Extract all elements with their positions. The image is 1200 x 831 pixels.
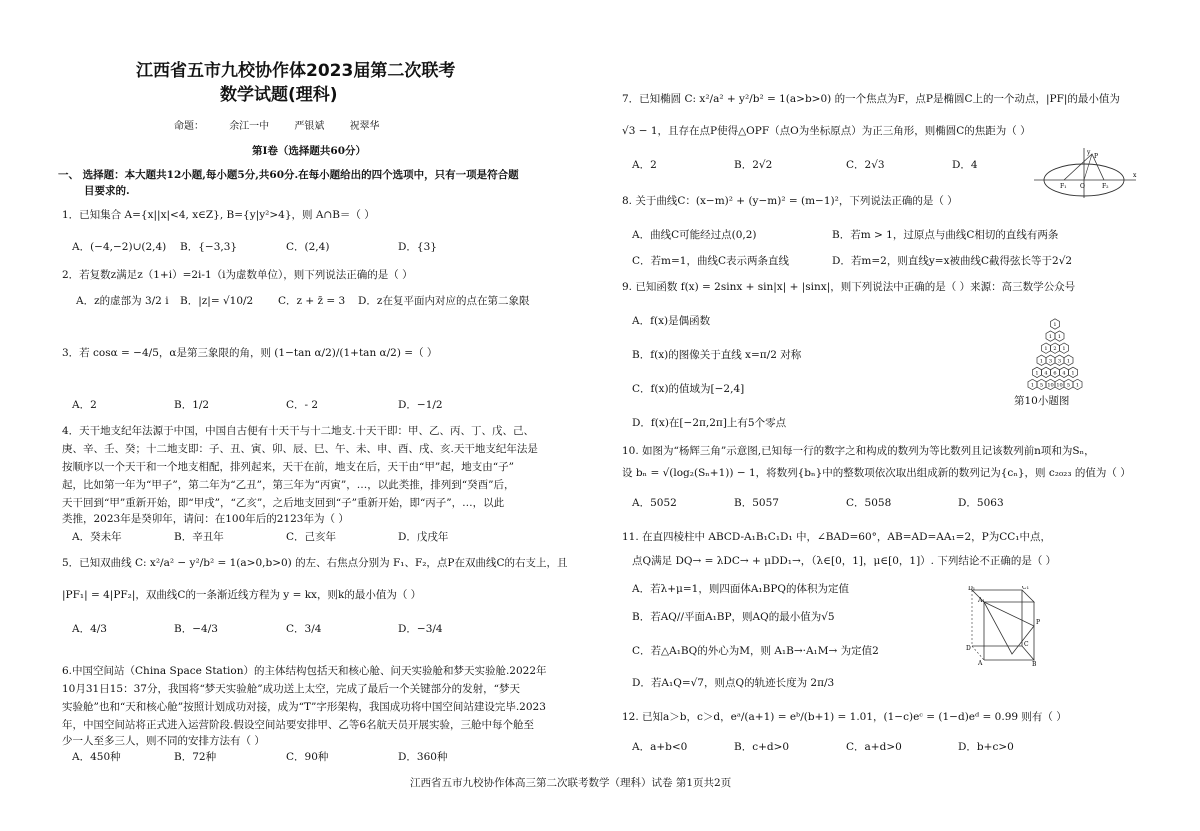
question-12-option-d: D．b+c>0	[958, 741, 1014, 753]
pascal-number: 2	[1053, 346, 1057, 353]
question-6-line-3: 实验舱”也和“天和核心舱”按照计划成功对接，成为“T”字形架构，我国成功将中国空间站建设完毕.2023	[62, 701, 546, 713]
question-4-option-a: A．癸未年	[72, 531, 122, 543]
question-10-option-d: D．5063	[958, 497, 1004, 509]
question-1-option-c: C．(2,4)	[286, 241, 330, 253]
question-11-option-d: D．若A₁Q=√7，则点Q的轨迹长度为 2π/3	[632, 677, 835, 689]
question-6-line-1: 6.中国空间站（China Space Station）的主体结构包括天和核心舱、问天实验舱和梦天实验舱.2022年	[62, 665, 547, 677]
pascal-number: 5	[1039, 382, 1044, 389]
question-4-line-2: 庚、辛、壬、癸；十二地支即：子、丑、寅、卯、辰、巳、午、未、申、酉、戌、亥.天干地支纪年法是	[62, 443, 538, 455]
question-12-option-a: A．a+b<0	[632, 741, 688, 753]
ellipse-label-x: x	[1133, 172, 1137, 179]
question-9-option-a: A．f(x)是偶函数	[632, 315, 711, 327]
author-label: 命题：	[174, 121, 204, 132]
question-5-line-1: 5．已知双曲线 C: x²/a² − y²/b² = 1(a>0,b>0) 的左、右焦点分别为 F₁、F₂，点P在双曲线C的右支上，且	[62, 557, 568, 569]
pascal-number: 1	[1066, 358, 1071, 365]
prism-label-c1: C₁	[1022, 586, 1029, 591]
pascal-number: 10	[1056, 382, 1063, 389]
question-6-line-5: 少一人至多三人，则不同的安排方法有（ ）	[62, 735, 265, 747]
pascal-triangle-figure	[1000, 316, 1110, 392]
question-12-stem: 12. 已知a＞b，c＞d，eᵃ/(a+1) = eᵇ/(b+1) = 1.01，(1−c)eᶜ = (1−d)eᵈ = 0.99 则有（ ）	[622, 711, 1067, 723]
section-instructions-cont: 目要求的.	[84, 185, 130, 197]
pascal-number: 1	[1062, 346, 1066, 353]
question-3-option-c: C．- 2	[286, 399, 319, 411]
question-1-option-d: D．{3}	[398, 241, 437, 253]
question-6-option-c: C．90种	[286, 751, 329, 763]
page-footer: 江西省五市九校协作体高三第二次联考数学（理科）试卷 第1页共2页	[410, 777, 732, 789]
ellipse-label-p: P	[1094, 153, 1099, 160]
part-title: 第Ⅰ卷（选择题共60分）	[252, 145, 367, 157]
ellipse-figure	[1030, 146, 1140, 200]
question-7-option-a: A．2	[632, 159, 657, 171]
exam-title: 江西省五市九校协作体2023届第二次联考	[136, 61, 456, 81]
question-4-line-3: 按顺序以一个天干和一个地支相配，排列起来，天干在前，地支在后，天干由“甲”起，地支由“子”	[62, 461, 514, 473]
question-7-option-c: C．2√3	[846, 159, 885, 171]
question-8-option-c: C．若m=1，曲线C表示两条直线	[632, 255, 790, 267]
ellipse-label-f1: F₁	[1060, 183, 1067, 190]
question-7-option-d: D．4	[952, 159, 978, 171]
question-3-option-b: B．1/2	[174, 399, 210, 411]
question-8-option-a: A．曲线C可能经过点(0,2)	[632, 229, 757, 241]
authors	[174, 120, 402, 134]
author-school: 余江一中	[229, 121, 270, 132]
prism-label-a: A	[978, 660, 983, 666]
question-2-option-c: C．z + z̄ = 3	[278, 295, 346, 307]
question-6-option-d: D．360种	[398, 751, 448, 763]
pascal-number: 10	[1047, 382, 1054, 389]
pascal-number: 1	[1071, 370, 1075, 377]
question-10-line-1: 10. 如图为“杨辉三角”示意图,已知每一行的数字之和构成的数列为等比数列且记该数列前n项和为Sₙ，	[622, 445, 1095, 457]
question-1-option-a: A．(−4,−2)∪(2,4)	[72, 241, 167, 253]
question-4-line-5: 天干回到“甲”重新开始，即“甲戌”，“乙亥”，之后地支回到“子”重新开始，即“丙子”，…，以此	[62, 497, 505, 509]
question-11-line-2: 点Q满足 DQ→ = λDC→ + μDD₁→，（λ∈[0，1]，μ∈[0，1]）. 下列结论不正确的是（ ）	[632, 555, 1057, 567]
question-8-option-b: B．若m > 1，过原点与曲线C相切的直线有两条	[832, 229, 1059, 241]
pascal-number: 1	[1053, 322, 1057, 328]
question-10-option-b: B．5057	[734, 497, 779, 509]
section-instructions: 一、 选择题：本大题共12小题,每小题5分,共60分.在每小题给出的四个选项中，只有一项是符合题	[58, 169, 519, 181]
question-10-option-a: A．5052	[632, 497, 677, 509]
prism-label-b: B	[1032, 661, 1037, 666]
ellipse-label-y: y	[1087, 149, 1091, 156]
prism-label-a1: A₁	[978, 597, 985, 604]
question-4-line-1: 4．天干地支纪年法源于中国，中国自古便有十天干与十二地支.十天干即：甲、乙、丙、丁、戊、己、	[62, 425, 535, 437]
pascal-number: 3	[1048, 358, 1053, 365]
question-2-option-d: D．z在复平面内对应的点在第二象限	[358, 295, 530, 307]
question-8-stem: 8. 关于曲线C：(x−m)² + (y−m)² = (m−1)²，下列说法正确的是（ ）	[622, 195, 958, 207]
question-5-option-a: A．4/3	[72, 623, 107, 635]
question-12-option-c: C．a+d>0	[846, 741, 902, 753]
question-9-option-b: B．f(x)的图像关于直线 x=π/2 对称	[632, 349, 802, 361]
question-11-line-1: 11. 在直四棱柱中 ABCD-A₁B₁C₁D₁ 中，∠BAD=60°，AB=AD=AA₁=2，P为CC₁中点，	[622, 531, 1052, 543]
question-10-option-c: C．5058	[846, 497, 892, 509]
question-2-stem: 2．若复数z满足z（1+i）=2i-1（i为虚数单位），则下列说法正确的是（ ）	[62, 269, 413, 281]
question-11-option-a: A．若λ+μ=1，则四面体A₁BPQ的体积为定值	[632, 583, 850, 595]
pascal-number: 1	[1044, 346, 1048, 353]
question-8-option-d: D．若m=2，则直线y=x被曲线C截得弦长等于2√2	[832, 255, 1073, 267]
question-6-line-2: 10月31日15：37分，我国将“梦天实验舱”成功送上太空，完成了最后一个关键部分的发射，“梦天	[62, 683, 521, 695]
question-7-line-2: √3 − 1，且存在点P使得△OPF（点O为坐标原点）为正三角形，则椭圆C的焦距为（ ）	[622, 125, 1031, 137]
pascal-number: 1	[1035, 370, 1039, 377]
ellipse-label-o: O	[1080, 183, 1085, 190]
question-5-option-d: D．−3/4	[398, 623, 443, 635]
question-4-option-d: D．戊戌年	[398, 531, 449, 543]
question-3-stem: 3．若 cosα = −4/5，α是第三象限的角，则 (1−tan α/2)/(1+tan α/2) =（ ）	[62, 347, 438, 359]
author-2: 祝翠华	[349, 121, 380, 132]
question-10-line-2: 设 bₙ = √(log₂(Sₙ+1)) − 1，将数列{bₙ}中的整数项依次取出组成新的数列记为{cₙ}，则 c₂₀₂₃ 的值为（ ）	[622, 467, 1131, 479]
question-2-option-b: B．|z|= √10/2	[180, 295, 254, 307]
question-7-option-b: B．2√2	[734, 159, 773, 171]
question-1-stem: 1．已知集合 A={x||x|<4, x∈Z}, B={y|y²>4}，则 A∩B＝（ ）	[62, 209, 375, 221]
exam-subtitle: 数学试题(理科)	[220, 85, 338, 105]
pascal-number: 1	[1075, 382, 1080, 389]
question-6-option-a: A．450种	[72, 751, 121, 763]
question-6-line-4: 年，中国空间站将正式进入运营阶段.假设空间站要安排甲、乙等6名航天员开展实验，三舱中每个舱至	[62, 719, 535, 731]
prism-label-d1: D₁	[968, 586, 976, 592]
question-5-option-b: B．−4/3	[174, 623, 218, 635]
question-11-option-c: C．若△A₁BQ的外心为M，则 A₁B→·A₁M→ 为定值2	[632, 645, 879, 657]
author-1: 严银斌	[294, 121, 325, 132]
pascal-number: 3	[1057, 358, 1062, 365]
pascal-number: 1	[1057, 334, 1062, 341]
question-12-option-b: B．c+d>0	[734, 741, 790, 753]
question-9-option-c: C．f(x)的值域为[−2,4]	[632, 383, 745, 395]
pascal-number: 4	[1062, 370, 1066, 377]
prism-bottom-face	[972, 646, 1034, 660]
prism-hidden-bottom	[972, 646, 984, 660]
question-4-line-4: 起，比如第一年为“甲子”，第二年为“乙丑”，第三年为“丙寅”，…，以此类推，排列到“癸酉”后，	[62, 479, 515, 491]
pascal-figure-caption: 第10小题图	[1014, 395, 1070, 407]
pascal-number: 6	[1053, 370, 1057, 377]
question-9-option-d: D．f(x)在[−2π,2π]上有5个零点	[632, 417, 787, 429]
prism-label-c: C	[1024, 641, 1029, 648]
question-4-line-6: 类推，2023年是癸卯年，请问：在100年后的2123年为（ ）	[62, 513, 349, 525]
pascal-number: 4	[1044, 370, 1048, 377]
question-7-line-1: 7．已知椭圆 C: x²/a² + y²/b² = 1(a>b>0) 的一个焦点为F，点P是椭圆C上的一个动点，|PF|的最小值为	[622, 93, 1120, 105]
question-5-option-c: C．3/4	[286, 623, 322, 635]
pascal-number: 1	[1048, 334, 1053, 341]
question-1-option-b: B．{−3,3}	[180, 241, 238, 253]
question-9-stem: 9. 已知函数 f(x) = 2sinx + sin|x| + |sinx|，则下列说法中正确的是（ ）来源：高三数学公众号	[622, 281, 1076, 293]
prism-figure	[952, 586, 1042, 666]
question-4-option-b: B．辛丑年	[174, 531, 224, 543]
question-5-line-2: |PF₁| = 4|PF₂|，双曲线C的一条渐近线方程为 y = kx，则k的最小值为（ ）	[62, 589, 422, 601]
pascal-number: 5	[1066, 382, 1071, 389]
question-3-option-a: A．2	[72, 399, 97, 411]
question-2-option-a: A．z的虚部为 3/2 i	[76, 295, 169, 307]
question-3-option-d: D．−1/2	[398, 399, 443, 411]
prism-label-p: P	[1036, 619, 1041, 626]
pascal-number: 1	[1039, 358, 1044, 365]
question-11-option-b: B．若AQ//平面A₁BP，则AQ的最小值为√5	[632, 611, 835, 623]
prism-label-d: D	[966, 645, 971, 652]
ellipse-label-f2: F₂	[1102, 183, 1109, 190]
question-4-option-c: C．己亥年	[286, 531, 337, 543]
question-6-option-b: B．72种	[174, 751, 217, 763]
pascal-number: 1	[1030, 382, 1035, 389]
